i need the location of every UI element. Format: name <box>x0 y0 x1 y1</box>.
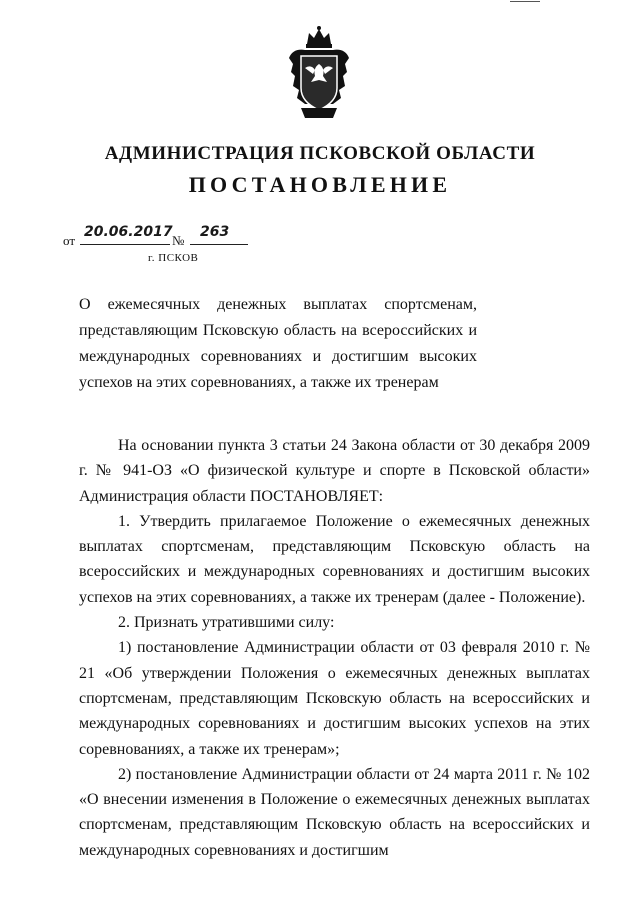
body-paragraph: 2. Признать утратившими силу: <box>118 614 335 632</box>
body-paragraph: 2) постановление Администрации области от 24 марта 2011 г. № 102 «О внесении изменения в Положение о ежемесячных денежных выплатах спортсменам, представляющим Псковскую область на всероссийских и международных соревнованиях и достигшим <box>79 765 590 859</box>
body-paragraph: На основании пункта 3 статьи 24 Закона области от 30 декабря 2009 г. № 941-ОЗ «О физической культуре и спорте в Псковской области» Администрация области ПОСТАНОВЛЯЕТ: <box>79 437 590 505</box>
city-label: г. ПСКОВ <box>148 252 199 264</box>
document-subject: О ежемесячных денежных выплатах спортсменам, представляющим Псковскую область на всероссийских и международных соревнованиях и достигшим высоких успехов на этих соревнованиях, а также их тренерам <box>79 296 477 391</box>
date-prefix: от <box>63 233 76 248</box>
document-body <box>79 433 590 863</box>
top-edge-line <box>510 1 540 2</box>
body-paragraph: 1) постановление Администрации области от 03 февраля 2010 г. № 21 «Об утверждении Положения о ежемесячных денежных выплатах спортсменам, представляющим Псковскую область на всероссийских и международных соревнованиях и достигшим высоких успехов на этих соревнованиях, а также их тренерам»; <box>79 639 590 758</box>
number-underline <box>190 244 248 245</box>
coat-of-arms-icon <box>279 24 359 124</box>
number-label: № <box>172 233 185 248</box>
date-underline <box>80 244 170 245</box>
body-paragraph: 1. Утвердить прилагаемое Положение о ежемесячных денежных выплатах спортсменам, представляющим Псковскую область на всероссийских и международных соревнованиях и достигшим высоких успехов на этих соревнованиях, а также их тренерам (далее - Положение). <box>79 512 590 606</box>
handwritten-date: 20.06.2017 <box>84 224 173 240</box>
organization-title: АДМИНИСТРАЦИЯ ПСКОВСКОЙ ОБЛАСТИ <box>104 143 536 164</box>
handwritten-number: 263 <box>200 224 230 240</box>
document-type-title: ПОСТАНОВЛЕНИЕ <box>188 172 452 197</box>
